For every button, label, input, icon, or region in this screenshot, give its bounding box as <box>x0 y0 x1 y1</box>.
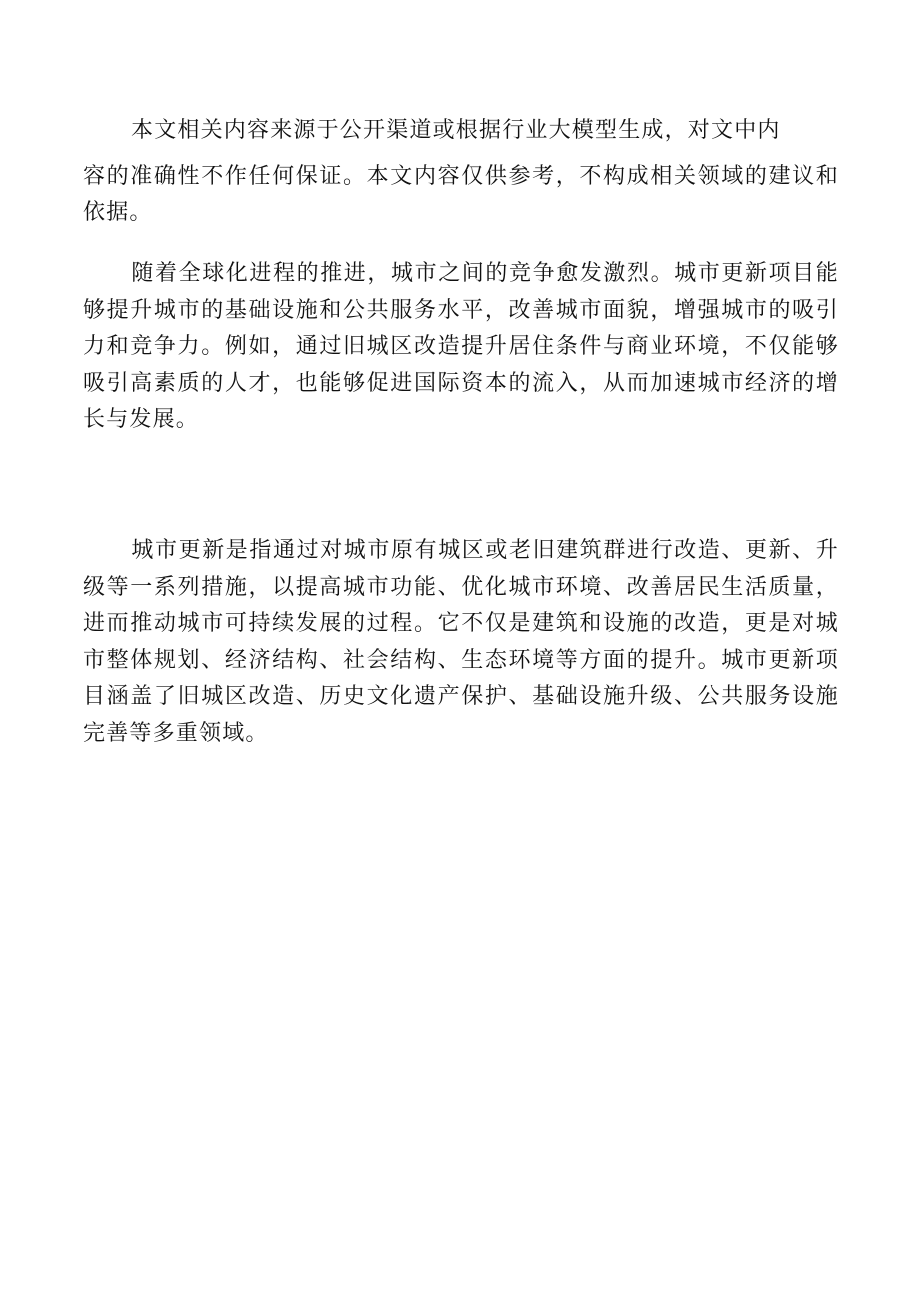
disclaimer-paragraph <box>83 113 839 232</box>
disclaimer-line-1 <box>83 113 839 150</box>
body-paragraph-1 <box>83 256 839 439</box>
body-paragraph-2 <box>83 533 839 752</box>
disclaimer-line-2: 容的准确性不作任何保证。本文内容仅供参考，不构成相关领域的建议和依据。 <box>83 163 839 225</box>
body-paragraph-1-text: 随着全球化进程的推进，城市之间的竞争愈发激烈。城市更新项目能够提升城市的基础设施和公共服务水平，改善城市面貌，增强城市的吸引力和竞争力。例如，通过旧城区改造提升居住条件与商业环境，不仅能够吸引高素质的人才，也能够促进国际资本的流入，从而加速城市经济的增长与发展。 <box>83 261 839 432</box>
body-paragraph-2-text: 城市更新是指通过对城市原有城区或老旧建筑群进行改造、更新、升级等一系列措施，以提高城市功能、优化城市环境、改善居民生活质量，进而推动城市可持续发展的过程。它不仅是建筑和设施的改造，更是对城市整体规划、经济结构、社会结构、生态环境等方面的提升。城市更新项目涵盖了旧城区改造、历史文化遗产保护、基础设施升级、公共服务设施完善等多重领域。 <box>83 538 839 746</box>
disclaimer-line-1-text: 本文相关内容来源于公开渠道或根据行业大模型生成，对文中内 <box>131 118 781 143</box>
